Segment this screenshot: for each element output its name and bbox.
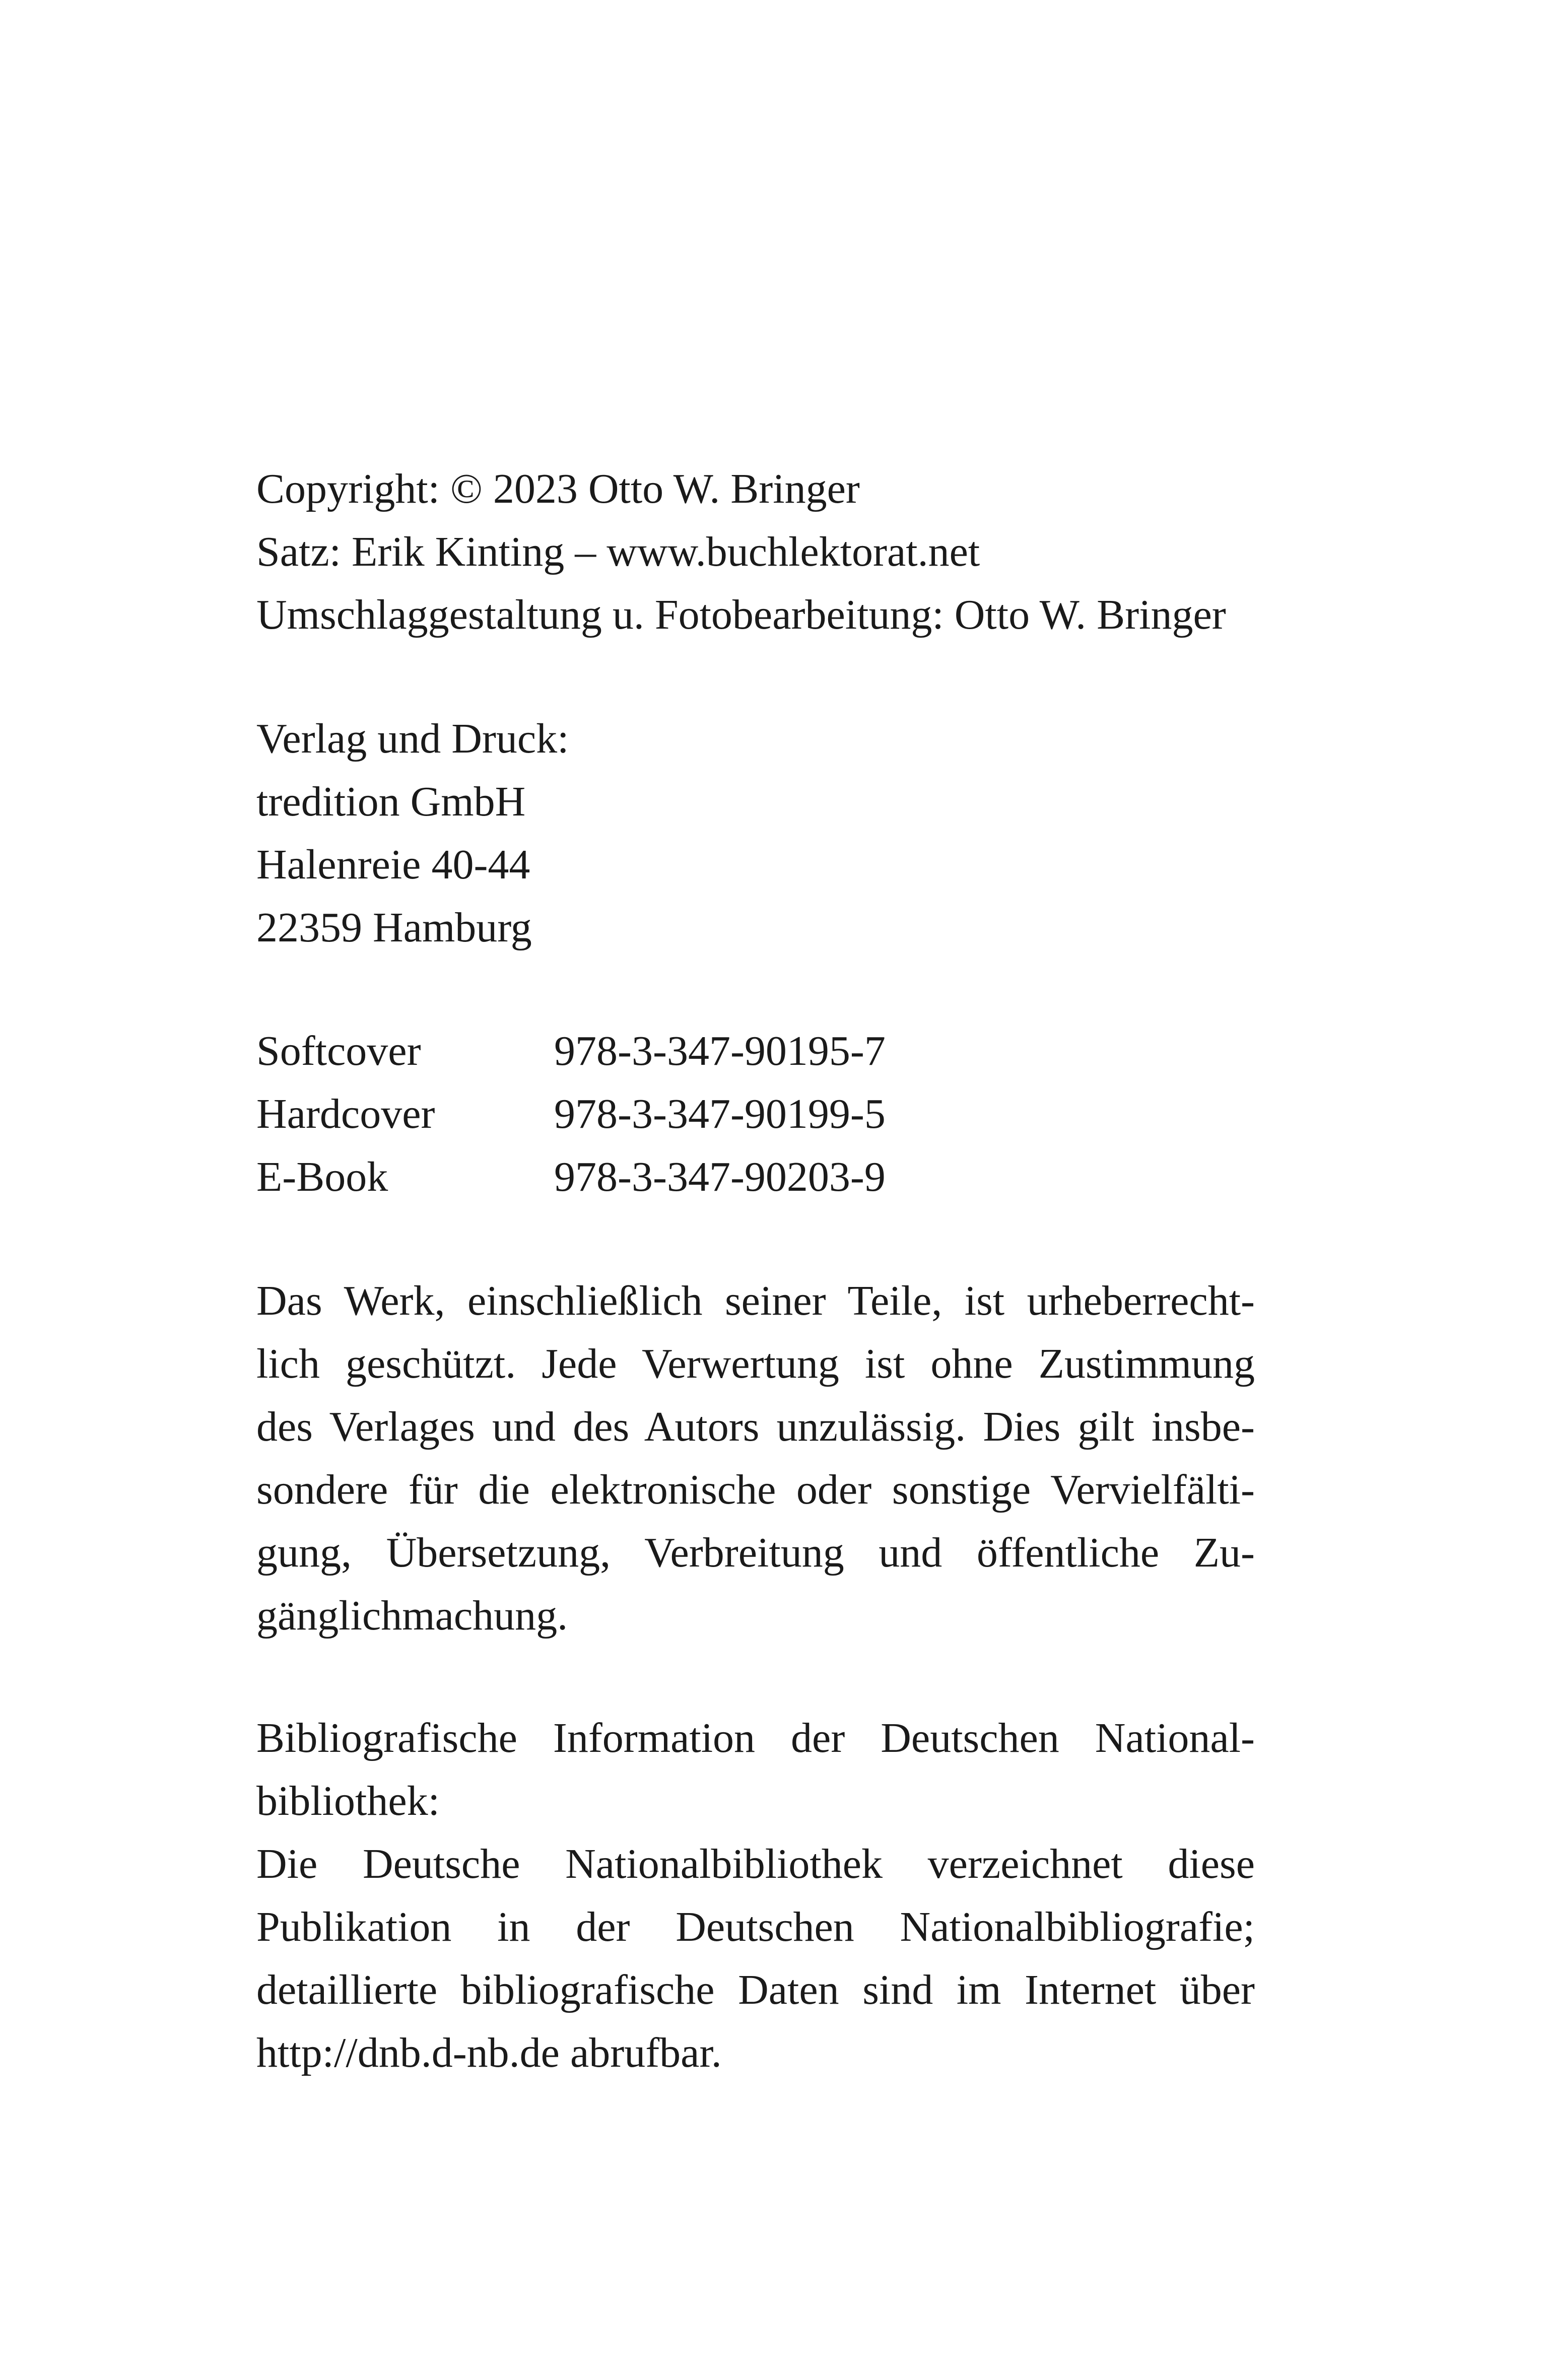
rights-line: sondere für die elektronische oder sonstige Vervielfälti- (256, 1466, 1255, 1513)
cover-design-line: Umschlaggestaltung u. Fotobearbeitung: Otto W. Bringer (256, 591, 1226, 638)
biblio-line: Bibliografische Information der Deutschen National- (256, 1715, 1255, 1761)
biblio-line: bibliothek: (256, 1778, 440, 1824)
isbn-number: 978-3-347-90199-5 (554, 1091, 886, 1137)
isbn-number: 978-3-347-90203-9 (554, 1153, 886, 1200)
biblio-line: detaillierte bibliografische Daten sind im Internet über (256, 1966, 1255, 2013)
rights-notice (256, 1269, 1255, 1647)
bibliographic-info (256, 1707, 1255, 2084)
publisher-heading: Verlag und Druck: (256, 715, 569, 762)
rights-line: gung, Übersetzung, Verbreitung und öffentliche Zu- (256, 1529, 1255, 1576)
isbn-number: 978-3-347-90195-7 (554, 1028, 886, 1074)
biblio-line: Publikation in der Deutschen Nationalbibliografie; (256, 1903, 1255, 1950)
isbn-row (256, 1019, 1255, 1082)
rights-line: lich geschützt. Jede Verwertung ist ohne Zustimmung (256, 1340, 1255, 1387)
publisher-street: Halenreie 40-44 (256, 841, 530, 888)
copyright-line: Copyright: © 2023 Otto W. Bringer (256, 465, 860, 512)
isbn-format: Hardcover (256, 1091, 435, 1137)
publisher-city: 22359 Hamburg (256, 904, 532, 951)
dnb-link: http://dnb.d-nb.de abrufbar. (256, 2029, 722, 2076)
rights-line: des Verlages und des Autors unzulässig. Dies gilt insbe- (256, 1403, 1255, 1450)
publisher-block (256, 707, 1255, 959)
typesetting-line: Satz: Erik Kinting – www.buchlektorat.net (256, 528, 980, 575)
isbn-row (256, 1145, 1255, 1208)
isbn-table (256, 1019, 1255, 1208)
isbn-format: E-Book (256, 1153, 388, 1200)
rights-line: Das Werk, einschließlich seiner Teile, ist urheberrecht- (256, 1277, 1255, 1324)
biblio-line: Die Deutsche Nationalbibliothek verzeichnet diese (256, 1841, 1255, 1887)
rights-line: gänglichmachung. (256, 1592, 568, 1639)
publisher-name: tredition GmbH (256, 778, 526, 825)
isbn-format: Softcover (256, 1028, 421, 1074)
credits-block (256, 457, 1255, 646)
isbn-row (256, 1082, 1255, 1145)
